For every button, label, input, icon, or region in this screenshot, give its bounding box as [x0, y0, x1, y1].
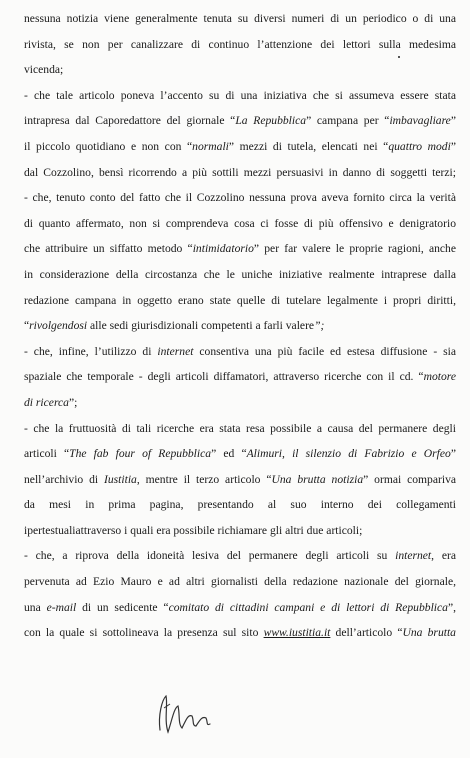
text-run: in considerazione della circostanza che le uniche iniziative realmente intraprese dalla [24, 267, 456, 281]
text-line [24, 262, 456, 288]
text-run: - che tale articolo poneva l’accento su di una iniziativa che si assumeva essere stata [24, 88, 456, 102]
text-run: consentiva una più facile ed estesa diffusione - sia [193, 344, 456, 358]
text-line [24, 236, 456, 262]
text-line [24, 467, 456, 493]
text-run: ” [450, 114, 456, 128]
text-line [24, 288, 456, 314]
text-line [24, 108, 456, 134]
text-run: intrapresa dal Caporedattore del giornale “ [24, 114, 236, 128]
text-run: che attribuire un siffatto metodo “ [24, 242, 193, 256]
text-line [24, 32, 456, 58]
text-run: Una brutta notizia [271, 472, 364, 486]
text-line [24, 595, 456, 621]
text-run: di ricerca [24, 395, 69, 409]
text-line [24, 364, 456, 390]
text-line [24, 134, 456, 160]
text-run: Una brutta [402, 626, 456, 640]
text-run: e-mail [46, 600, 77, 614]
text-line [24, 492, 456, 518]
text-run: intimidatorio [192, 242, 254, 256]
text-run: nessuna notizia viene generalmente tenuta su diversi numeri di un periodico o di una [24, 12, 456, 25]
text-run: ”, [447, 600, 457, 614]
website-link[interactable]: www.iustitia.it [263, 626, 331, 640]
text-run: rivolgendosi [29, 319, 88, 333]
text-line [24, 543, 456, 569]
text-line [24, 313, 456, 339]
text-run: , era [431, 549, 456, 563]
text-line [24, 390, 456, 416]
text-run: Iustitia [104, 472, 137, 486]
text-run: di quanto affermato, non si comprendeva cosa ci fosse di più offensivo e denigratorio [24, 216, 456, 230]
text-line [24, 339, 456, 365]
text-run: da mesi in prima pagina, presentando al suo interno dei collegamenti [24, 498, 456, 512]
text-run: - che, a riprova della idoneità lesiva del permanere degli articoli su [24, 549, 396, 563]
text-run: ” ormai compariva [363, 472, 457, 486]
text-run: ”; [314, 319, 325, 333]
text-run: dal Cozzolino, bensì ricorrendo a più sottili mezzi persuasivi in danno di soggetti terzi; [24, 165, 456, 179]
text-run: ”; [68, 395, 78, 409]
text-line [24, 83, 456, 109]
text-line [24, 416, 456, 442]
text-run: dell’articolo “ [330, 626, 403, 640]
text-run: La Repubblica [235, 114, 307, 128]
text-run: articoli “ [24, 447, 70, 461]
text-run: ” per far valere le proprie ragioni, anche [253, 242, 457, 256]
text-line [24, 518, 456, 544]
text-run: imbavagliare [389, 114, 451, 128]
text-line [24, 185, 456, 211]
text-run: ” [450, 447, 456, 461]
text-run: ” [450, 139, 456, 153]
text-run: nell’archivio di [24, 472, 104, 486]
text-line [24, 6, 456, 32]
text-run: comitato di cittadini campani e di lettori di Repubblica [168, 600, 448, 614]
text-run: The fab four of Repubblica [69, 447, 212, 461]
text-line [24, 57, 456, 83]
text-line [24, 569, 456, 595]
text-run: pervenuta ad Ezio Mauro e ad altri giornalisti della redazione nazionale del giornale, [24, 575, 456, 589]
text-run: una [24, 600, 47, 614]
text-run: internet [157, 344, 194, 358]
text-line [24, 160, 456, 186]
text-run: alle sedi giurisdizionali competenti a farli valere [87, 319, 315, 333]
text-run: - che, tenuto conto del fatto che il Cozzolino nessuna prova aveva fornito circa la verità [24, 191, 456, 205]
text-run: quattro modi [388, 139, 451, 153]
text-run: ” mezzi di tutela, elencati nei “ [228, 139, 389, 153]
text-run: rivista, se non per canalizzare di continuo l’attenzione dei lettori sulla medesima [24, 37, 456, 51]
text-run: vicenda; [24, 63, 64, 77]
text-run: internet [395, 549, 432, 563]
text-run: ” campana per “ [306, 114, 390, 128]
text-run: redazione campana in oggetto erano state quelle di tutelare legalmente i propri diritti, [24, 293, 456, 307]
text-line [24, 620, 456, 646]
text-run: - che, infine, l’utilizzo di [24, 344, 158, 358]
handwritten-signature [150, 690, 220, 740]
text-run: il piccolo quotidiano e non con “ [24, 139, 193, 153]
text-run: “ [24, 319, 30, 333]
text-run: spaziale che temporale - degli articoli diffamatori, attraverso ricerche con il cd. “ [24, 370, 424, 384]
text-run: normali [192, 139, 229, 153]
text-run: Alimuri, il silenzio di Fabrizio e Orfeo [246, 447, 451, 461]
text-line [24, 441, 456, 467]
text-line [24, 211, 456, 237]
text-run: di un sedicente “ [76, 600, 169, 614]
document-body [24, 6, 456, 646]
text-run: motore [423, 370, 456, 384]
text-run: , mentre il terzo articolo “ [136, 472, 272, 486]
text-run: ” ed “ [211, 447, 247, 461]
text-run: con la quale si sottolineava la presenza sul sito [24, 626, 264, 640]
text-run: - che la fruttuosità di tali ricerche era stata resa possibile a causa del permanere degli [24, 421, 456, 435]
text-run: ipertestualiattraverso i quali era possibile richiamare gli altri due articoli; [24, 523, 363, 537]
